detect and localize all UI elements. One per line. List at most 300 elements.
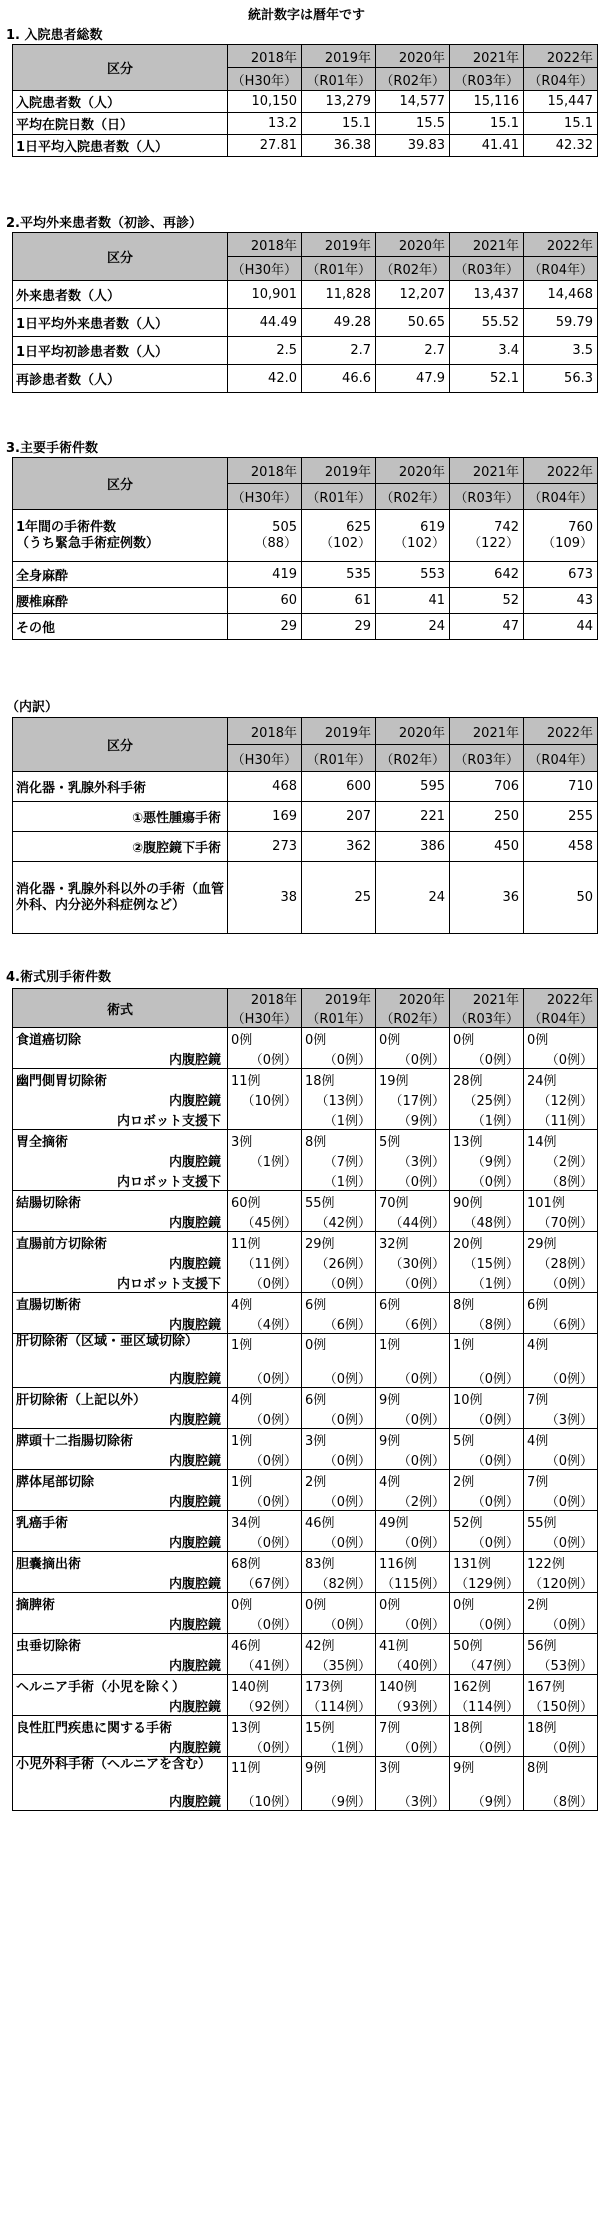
laparoscopic-count: （4例）: [228, 1314, 302, 1334]
value-cell: 3.5: [524, 337, 598, 365]
laparoscopic-count: （40例）: [376, 1655, 450, 1675]
year-cell: 2019年: [302, 989, 376, 1009]
section3-title: 3.主要手術件数: [6, 441, 98, 456]
year-cell: 2018年: [228, 233, 302, 257]
table-row: [13, 562, 598, 588]
laparoscopic-label: 内腹腔鏡: [13, 1791, 228, 1811]
era-cell: （R01年）: [302, 745, 376, 772]
case-count: 29例: [524, 1232, 598, 1253]
row-label: 全身麻酔: [13, 562, 228, 588]
procedure-name: 乳癌手術: [13, 1511, 228, 1532]
breakdown-title: （内訳）: [6, 700, 59, 715]
laparoscopic-count: （8例）: [450, 1314, 524, 1334]
count: 760: [568, 519, 593, 535]
case-count: 3例: [302, 1429, 376, 1450]
laparoscopic-count: （129例）: [450, 1573, 524, 1593]
laparoscopic-row: [13, 1491, 598, 1511]
robot-label: 内ロボット支援下: [13, 1171, 228, 1191]
laparoscopic-count: （0例）: [450, 1737, 524, 1757]
value-cell: 11,828: [302, 281, 376, 309]
year-cell: 2018年: [228, 718, 302, 745]
laparoscopic-label: 内腹腔鏡: [13, 1212, 228, 1232]
case-count: 6例: [302, 1388, 376, 1409]
laparoscopic-count: （12例）: [524, 1090, 598, 1110]
laparoscopic-count: （1例）: [302, 1737, 376, 1757]
value-cell: 13,279: [302, 91, 376, 113]
value-cell: 24: [376, 614, 450, 640]
era-cell: （H30年）: [228, 745, 302, 772]
case-count: 42例: [302, 1634, 376, 1655]
table-row: [13, 802, 598, 832]
era-cell: （H30年）: [228, 1008, 302, 1028]
row-label: 消化器・乳腺外科手術: [13, 772, 228, 802]
value-cell: 255: [524, 802, 598, 832]
count: 619: [420, 519, 445, 535]
procedure-row: [13, 1334, 598, 1368]
case-count: 9例: [376, 1429, 450, 1450]
laparoscopic-count: （0例）: [450, 1368, 524, 1388]
case-count: 60例: [228, 1191, 302, 1212]
value-cell: 41: [376, 588, 450, 614]
robot-count: [228, 1171, 302, 1191]
row-label: 再診患者数（人）: [13, 365, 228, 393]
case-count: 167例: [524, 1675, 598, 1696]
value-cell: 710: [524, 772, 598, 802]
procedure-name: 小児外科手術（ヘルニアを含む）: [13, 1757, 228, 1791]
value-cell: 2.7: [302, 337, 376, 365]
laparoscopic-count: （0例）: [524, 1614, 598, 1634]
laparoscopic-count: （30例）: [376, 1253, 450, 1273]
era-cell: （R04年）: [524, 1008, 598, 1028]
value-cell: 2.7: [376, 337, 450, 365]
case-count: 131例: [450, 1552, 524, 1573]
laparoscopic-count: （0例）: [302, 1491, 376, 1511]
era-cell: （R04年）: [524, 257, 598, 281]
case-count: 11例: [228, 1069, 302, 1090]
case-count: 68例: [228, 1552, 302, 1573]
robot-count: （0例）: [302, 1273, 376, 1293]
value-cell: 642: [450, 562, 524, 588]
value-cell: 36.38: [302, 135, 376, 157]
robot-count: （8例）: [524, 1171, 598, 1191]
laparoscopic-count: （0例）: [228, 1737, 302, 1757]
era-cell: （R03年）: [450, 1008, 524, 1028]
year-cell: 2019年: [302, 45, 376, 68]
value-cell: 419: [228, 562, 302, 588]
emergency-count: （102）: [320, 535, 371, 551]
procedure-name: 結腸切除術: [13, 1191, 228, 1212]
calendar-year-note: 統計数字は暦年です: [248, 8, 366, 23]
procedure-table: [12, 988, 598, 1811]
era-cell: （R02年）: [376, 68, 450, 91]
table-row: [13, 588, 598, 614]
case-count: 50例: [450, 1634, 524, 1655]
laparoscopic-count: （3例）: [376, 1791, 450, 1811]
robot-count: （0例）: [228, 1273, 302, 1293]
value-cell: 42.0: [228, 365, 302, 393]
laparoscopic-count: （0例）: [450, 1491, 524, 1511]
procedure-row: [13, 1429, 598, 1450]
procedure-name: 肝切除術（上記以外）: [13, 1388, 228, 1409]
laparoscopic-count: （11例）: [228, 1253, 302, 1273]
case-count: 4例: [524, 1334, 598, 1368]
laparoscopic-count: （0例）: [376, 1614, 450, 1634]
table-row: [13, 91, 598, 113]
value-cell: 386: [376, 832, 450, 862]
robot-label: 内ロボット支援下: [13, 1110, 228, 1130]
laparoscopic-count: （0例）: [228, 1450, 302, 1470]
row-label: [13, 510, 228, 562]
table-row: [13, 337, 598, 365]
laparoscopic-row: [13, 1314, 598, 1334]
inpatient-table: [12, 44, 598, 157]
case-count: 140例: [228, 1675, 302, 1696]
value-cell: 25: [302, 862, 376, 934]
case-count: 173例: [302, 1675, 376, 1696]
section4-title: 4.術式別手術件数: [6, 970, 111, 985]
value-cell: 14,468: [524, 281, 598, 309]
case-count: 116例: [376, 1552, 450, 1573]
laparoscopic-row: [13, 1655, 598, 1675]
year-cell: 2020年: [376, 718, 450, 745]
laparoscopic-label: 内腹腔鏡: [13, 1614, 228, 1634]
table-row: [13, 510, 598, 562]
case-count: 4例: [376, 1470, 450, 1491]
row-label: ②腹腔鏡下手術: [13, 832, 228, 862]
case-count: 9例: [450, 1757, 524, 1791]
emergency-count: （102）: [394, 535, 445, 551]
case-count: 7例: [524, 1388, 598, 1409]
section2-title: 2.平均外来患者数（初診、再診）: [6, 216, 202, 231]
case-count: 6例: [524, 1293, 598, 1314]
procedure-name: 胃全摘術: [13, 1130, 228, 1151]
table-row: [13, 832, 598, 862]
robot-row: [13, 1171, 598, 1191]
laparoscopic-count: （0例）: [302, 1368, 376, 1388]
value-cell: 44: [524, 614, 598, 640]
laparoscopic-count: （0例）: [376, 1737, 450, 1757]
value-cell: 2.5: [228, 337, 302, 365]
procedure-name: 直腸前方切除術: [13, 1232, 228, 1253]
value-cell: 47.9: [376, 365, 450, 393]
era-cell: （H30年）: [228, 257, 302, 281]
row-label: 平均在院日数（日）: [13, 113, 228, 135]
case-count: 0例: [228, 1028, 302, 1049]
case-count: 34例: [228, 1511, 302, 1532]
procedure-row: [13, 1675, 598, 1696]
procedure-row: [13, 1634, 598, 1655]
emergency-count: （122）: [468, 535, 519, 551]
case-count: 1例: [228, 1334, 302, 1368]
year-cell: 2019年: [302, 233, 376, 257]
value-cell: 42.32: [524, 135, 598, 157]
value-cell: 458: [524, 832, 598, 862]
laparoscopic-count: （15例）: [450, 1253, 524, 1273]
laparoscopic-count: （0例）: [524, 1532, 598, 1552]
case-count: 6例: [302, 1293, 376, 1314]
laparoscopic-label: 内腹腔鏡: [13, 1151, 228, 1171]
laparoscopic-count: （0例）: [524, 1450, 598, 1470]
value-cell: 56.3: [524, 365, 598, 393]
row-label: 消化器・乳腺外科以外の手術（血管外科、内分泌外科症例など）: [13, 862, 228, 934]
procedure-row: [13, 1388, 598, 1409]
value-cell: 169: [228, 802, 302, 832]
row-label: 外来患者数（人）: [13, 281, 228, 309]
case-count: 4例: [228, 1388, 302, 1409]
laparoscopic-count: （2例）: [524, 1151, 598, 1171]
laparoscopic-count: （10例）: [228, 1090, 302, 1110]
breakdown-table: [12, 717, 598, 934]
laparoscopic-count: （2例）: [376, 1491, 450, 1511]
outpatient-table: [12, 232, 598, 393]
case-count: 18例: [450, 1716, 524, 1737]
year-cell: 2018年: [228, 458, 302, 484]
case-count: 0例: [376, 1593, 450, 1614]
value-cell: [302, 510, 376, 562]
surgery-count-table: [12, 457, 598, 640]
case-count: 0例: [302, 1593, 376, 1614]
value-cell: 60: [228, 588, 302, 614]
value-cell: 41.41: [450, 135, 524, 157]
value-cell: [376, 510, 450, 562]
era-cell: （R02年）: [376, 745, 450, 772]
laparoscopic-count: （0例）: [228, 1409, 302, 1429]
procedure-row: [13, 1232, 598, 1253]
procedure-name: 膵頭十二指腸切除術: [13, 1429, 228, 1450]
case-count: 2例: [302, 1470, 376, 1491]
value-cell: 207: [302, 802, 376, 832]
case-count: 28例: [450, 1069, 524, 1090]
robot-row: [13, 1110, 598, 1130]
table-row: [13, 365, 598, 393]
procedure-name: 膵体尾部切除: [13, 1470, 228, 1491]
case-count: 5例: [450, 1429, 524, 1450]
laparoscopic-row: [13, 1450, 598, 1470]
case-count: 18例: [302, 1069, 376, 1090]
laparoscopic-row: [13, 1737, 598, 1757]
row-label: 1日平均初診患者数（人）: [13, 337, 228, 365]
laparoscopic-count: （0例）: [524, 1049, 598, 1069]
laparoscopic-count: （17例）: [376, 1090, 450, 1110]
laparoscopic-label: 内腹腔鏡: [13, 1737, 228, 1757]
year-cell: 2018年: [228, 45, 302, 68]
laparoscopic-label: 内腹腔鏡: [13, 1049, 228, 1069]
value-cell: [450, 510, 524, 562]
value-cell: 14,577: [376, 91, 450, 113]
procedure-name: 幽門側胃切除術: [13, 1069, 228, 1090]
value-cell: 15,447: [524, 91, 598, 113]
laparoscopic-label: 内腹腔鏡: [13, 1655, 228, 1675]
laparoscopic-count: （9例）: [450, 1151, 524, 1171]
laparoscopic-count: （28例）: [524, 1253, 598, 1273]
value-cell: 15.1: [450, 113, 524, 135]
laparoscopic-label: 内腹腔鏡: [13, 1368, 228, 1388]
case-count: 6例: [376, 1293, 450, 1314]
case-count: 101例: [524, 1191, 598, 1212]
row-label: 1日平均入院患者数（人）: [13, 135, 228, 157]
case-count: 3例: [376, 1757, 450, 1791]
laparoscopic-count: （120例）: [524, 1573, 598, 1593]
case-count: 55例: [302, 1191, 376, 1212]
robot-row: [13, 1273, 598, 1293]
case-count: 19例: [376, 1069, 450, 1090]
laparoscopic-count: （0例）: [302, 1409, 376, 1429]
procedure-name: 食道癌切除: [13, 1028, 228, 1049]
case-count: 20例: [450, 1232, 524, 1253]
laparoscopic-count: （3例）: [524, 1409, 598, 1429]
value-cell: 44.49: [228, 309, 302, 337]
table-row: [13, 281, 598, 309]
procedure-row: [13, 1069, 598, 1090]
era-cell: （R02年）: [376, 1008, 450, 1028]
procedure-name: 良性肛門疾患に関する手術: [13, 1716, 228, 1737]
year-cell: 2022年: [524, 233, 598, 257]
year-cell: 2020年: [376, 989, 450, 1009]
value-cell: 52: [450, 588, 524, 614]
laparoscopic-count: （70例）: [524, 1212, 598, 1232]
laparoscopic-count: （0例）: [228, 1532, 302, 1552]
value-cell: 59.79: [524, 309, 598, 337]
laparoscopic-count: （7例）: [302, 1151, 376, 1171]
laparoscopic-count: （42例）: [302, 1212, 376, 1232]
year-cell: 2021年: [450, 458, 524, 484]
value-cell: 55.52: [450, 309, 524, 337]
value-cell: 3.4: [450, 337, 524, 365]
laparoscopic-label: 内腹腔鏡: [13, 1696, 228, 1716]
laparoscopic-count: （0例）: [524, 1737, 598, 1757]
era-cell: （R01年）: [302, 1008, 376, 1028]
robot-count: （0例）: [376, 1171, 450, 1191]
value-cell: 468: [228, 772, 302, 802]
era-cell: （R02年）: [376, 257, 450, 281]
year-cell: 2019年: [302, 458, 376, 484]
laparoscopic-count: （114例）: [302, 1696, 376, 1716]
laparoscopic-count: （48例）: [450, 1212, 524, 1232]
laparoscopic-count: （115例）: [376, 1573, 450, 1593]
case-count: 7例: [524, 1470, 598, 1491]
value-cell: 27.81: [228, 135, 302, 157]
procedure-name: 直腸切断術: [13, 1293, 228, 1314]
procedure-row: [13, 1511, 598, 1532]
laparoscopic-count: （0例）: [228, 1614, 302, 1634]
value-cell: 13,437: [450, 281, 524, 309]
procedure-row: [13, 1130, 598, 1151]
laparoscopic-count: （0例）: [450, 1409, 524, 1429]
value-cell: 250: [450, 802, 524, 832]
laparoscopic-count: （8例）: [524, 1791, 598, 1811]
value-cell: 50: [524, 862, 598, 934]
value-cell: 43: [524, 588, 598, 614]
case-count: 46例: [302, 1511, 376, 1532]
era-cell: （R03年）: [450, 484, 524, 510]
era-cell: （R03年）: [450, 68, 524, 91]
laparoscopic-row: [13, 1090, 598, 1110]
laparoscopic-count: （6例）: [524, 1314, 598, 1334]
case-count: 18例: [524, 1716, 598, 1737]
laparoscopic-row: [13, 1532, 598, 1552]
case-count: 49例: [376, 1511, 450, 1532]
value-cell: 29: [302, 614, 376, 640]
robot-count: （1例）: [450, 1110, 524, 1130]
laparoscopic-row: [13, 1409, 598, 1429]
year-cell: 2021年: [450, 989, 524, 1009]
laparoscopic-count: （0例）: [228, 1491, 302, 1511]
laparoscopic-count: （0例）: [302, 1450, 376, 1470]
table-row: [13, 772, 598, 802]
procedure-row: [13, 1191, 598, 1212]
case-count: 70例: [376, 1191, 450, 1212]
laparoscopic-count: （10例）: [228, 1791, 302, 1811]
laparoscopic-count: （9例）: [450, 1791, 524, 1811]
year-cell: 2022年: [524, 718, 598, 745]
case-count: 90例: [450, 1191, 524, 1212]
year-cell: 2021年: [450, 718, 524, 745]
count: 625: [346, 519, 371, 535]
robot-count: （0例）: [450, 1171, 524, 1191]
row-label: その他: [13, 614, 228, 640]
laparoscopic-count: （6例）: [376, 1314, 450, 1334]
value-cell: 595: [376, 772, 450, 802]
case-count: 11例: [228, 1757, 302, 1791]
laparoscopic-count: （13例）: [302, 1090, 376, 1110]
case-count: 0例: [302, 1334, 376, 1368]
emergency-count: （88）: [254, 535, 297, 551]
case-count: 8例: [302, 1130, 376, 1151]
laparoscopic-count: （0例）: [228, 1049, 302, 1069]
case-count: 0例: [524, 1028, 598, 1049]
value-cell: 535: [302, 562, 376, 588]
laparoscopic-row: [13, 1791, 598, 1811]
value-cell: 15.1: [302, 113, 376, 135]
laparoscopic-count: （41例）: [228, 1655, 302, 1675]
case-count: 0例: [376, 1028, 450, 1049]
value-cell: 13.2: [228, 113, 302, 135]
case-count: 9例: [302, 1757, 376, 1791]
case-count: 24例: [524, 1069, 598, 1090]
row-label: 腰椎麻酔: [13, 588, 228, 614]
case-count: 4例: [228, 1293, 302, 1314]
case-count: 41例: [376, 1634, 450, 1655]
robot-count: （1例）: [302, 1171, 376, 1191]
case-count: 2例: [524, 1593, 598, 1614]
procedure-row: [13, 1593, 598, 1614]
value-cell: 29: [228, 614, 302, 640]
case-count: 1例: [228, 1429, 302, 1450]
laparoscopic-label: 内腹腔鏡: [13, 1532, 228, 1552]
laparoscopic-count: （0例）: [376, 1532, 450, 1552]
robot-count: （0例）: [524, 1273, 598, 1293]
value-cell: 47: [450, 614, 524, 640]
laparoscopic-row: [13, 1368, 598, 1388]
robot-count: （0例）: [376, 1273, 450, 1293]
era-cell: （R01年）: [302, 484, 376, 510]
era-cell: （R04年）: [524, 745, 598, 772]
row-label: 1日平均外来患者数（人）: [13, 309, 228, 337]
laparoscopic-count: （92例）: [228, 1696, 302, 1716]
laparoscopic-label: 内腹腔鏡: [13, 1090, 228, 1110]
laparoscopic-row: [13, 1573, 598, 1593]
laparoscopic-count: （0例）: [376, 1450, 450, 1470]
value-cell: 50.65: [376, 309, 450, 337]
robot-count: [228, 1110, 302, 1130]
laparoscopic-label: 内腹腔鏡: [13, 1491, 228, 1511]
case-count: 56例: [524, 1634, 598, 1655]
case-count: 10例: [450, 1388, 524, 1409]
value-cell: 10,150: [228, 91, 302, 113]
table-row: [13, 113, 598, 135]
value-cell: 38: [228, 862, 302, 934]
case-count: 140例: [376, 1675, 450, 1696]
